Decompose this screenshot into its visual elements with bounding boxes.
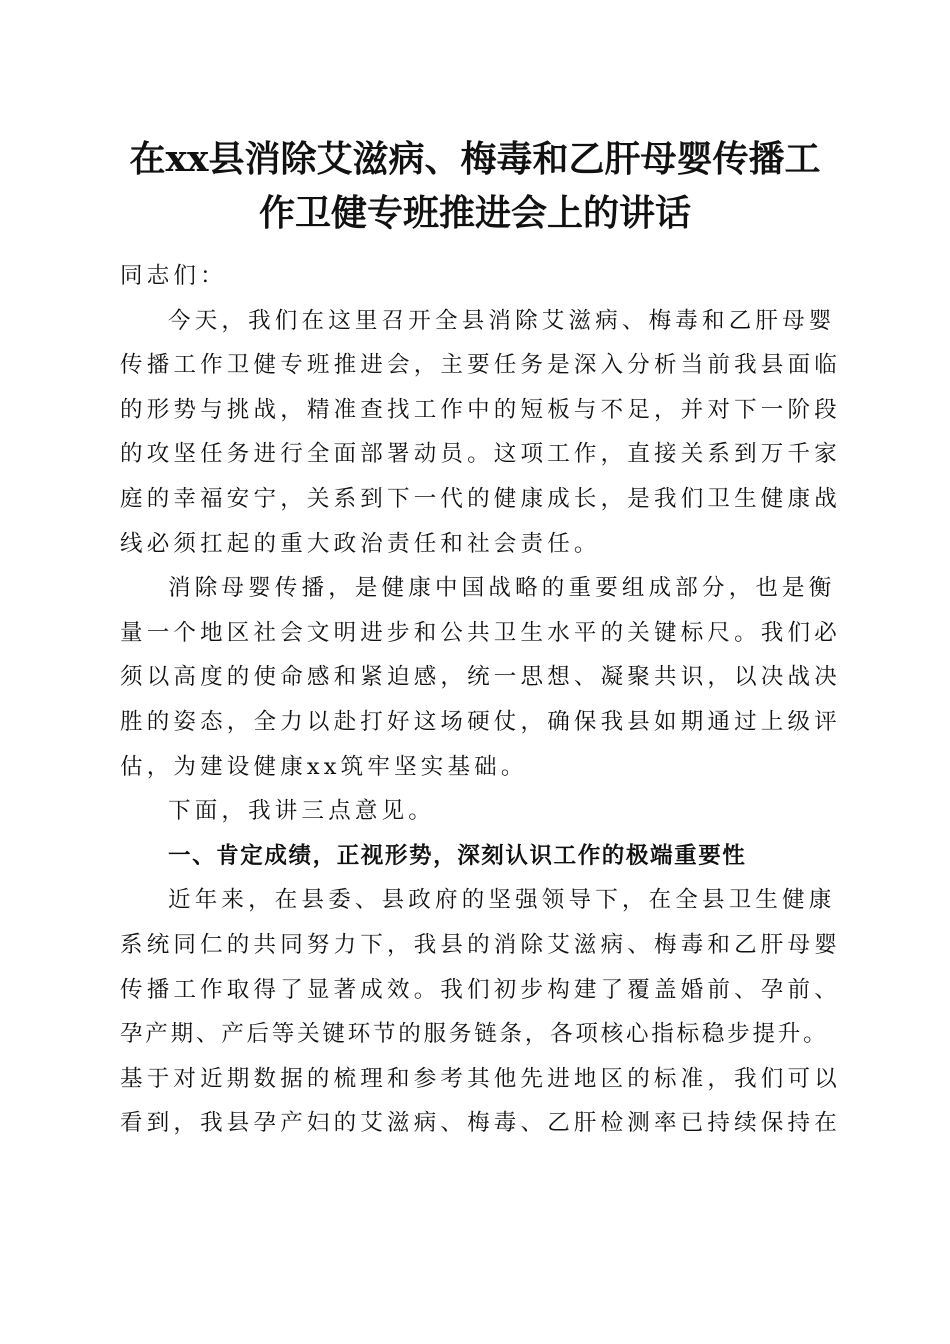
paragraph-line: 孕产期、产后等关键环节的服务链条，各项核心指标稳步提升。 xyxy=(120,1021,829,1048)
paragraph-line: 系统同仁的共同努力下，我县的消除艾滋病、梅毒和乙肝母婴 xyxy=(120,931,841,958)
document-body xyxy=(120,254,840,1146)
paragraph-line: 下面，我讲三点意见。 xyxy=(168,798,436,825)
document-title xyxy=(110,132,840,240)
paragraph-line: 估，为建设健康xx筑牢坚实基础。 xyxy=(120,753,528,780)
paragraph-line: 线必须扛起的重大政治责任和社会责任。 xyxy=(120,530,601,557)
paragraph-line: 今天，我们在这里召开全县消除艾滋病、梅毒和乙肝母婴 xyxy=(168,307,836,334)
paragraph-line: 的攻坚任务进行全面部署动员。这项工作，直接关系到万千家 xyxy=(120,441,841,468)
title-line-2: 作卫健专班推进会上的讲话 xyxy=(258,192,691,234)
paragraph-line: 基于对近期数据的梳理和参考其他先进地区的标准，我们可以 xyxy=(120,1065,841,1092)
paragraph-line: 传播工作卫健专班推进会，主要任务是深入分析当前我县面临 xyxy=(120,352,841,379)
paragraph-line: 庭的幸福安宁，关系到下一代的健康成长，是我们卫生健康战 xyxy=(120,485,841,512)
paragraph-line: 量一个地区社会文明进步和公共卫生水平的关键标尺。我们必 xyxy=(120,619,841,646)
paragraph-line: 看到，我县孕产妇的艾滋病、梅毒、乙肝检测率已持续保持在 xyxy=(120,1110,841,1137)
paragraph-line: 的形势与挑战，精准查找工作中的短板与不足，并对下一阶段 xyxy=(120,396,841,423)
salutation: 同志们： xyxy=(120,263,227,289)
paragraph-line: 消除母婴传播，是健康中国战略的重要组成部分，也是衡 xyxy=(168,575,836,602)
paragraph-line: 近年来，在县委、县政府的坚强领导下，在全县卫生健康 xyxy=(168,887,836,914)
title-line-1: 在xx县消除艾滋病、梅毒和乙肝母婴传播工 xyxy=(129,138,821,180)
paragraph-line: 须以高度的使命感和紧迫感，统一思想、凝聚共识，以决战决 xyxy=(120,664,841,691)
paragraph-line: 胜的姿态，全力以赴打好这场硬仗，确保我县如期通过上级评 xyxy=(120,708,841,735)
paragraph-line: 传播工作取得了显著成效。我们初步构建了覆盖婚前、孕前、 xyxy=(120,976,841,1003)
section-heading: 一、肯定成绩，正视形势，深刻认识工作的极端重要性 xyxy=(168,842,747,869)
